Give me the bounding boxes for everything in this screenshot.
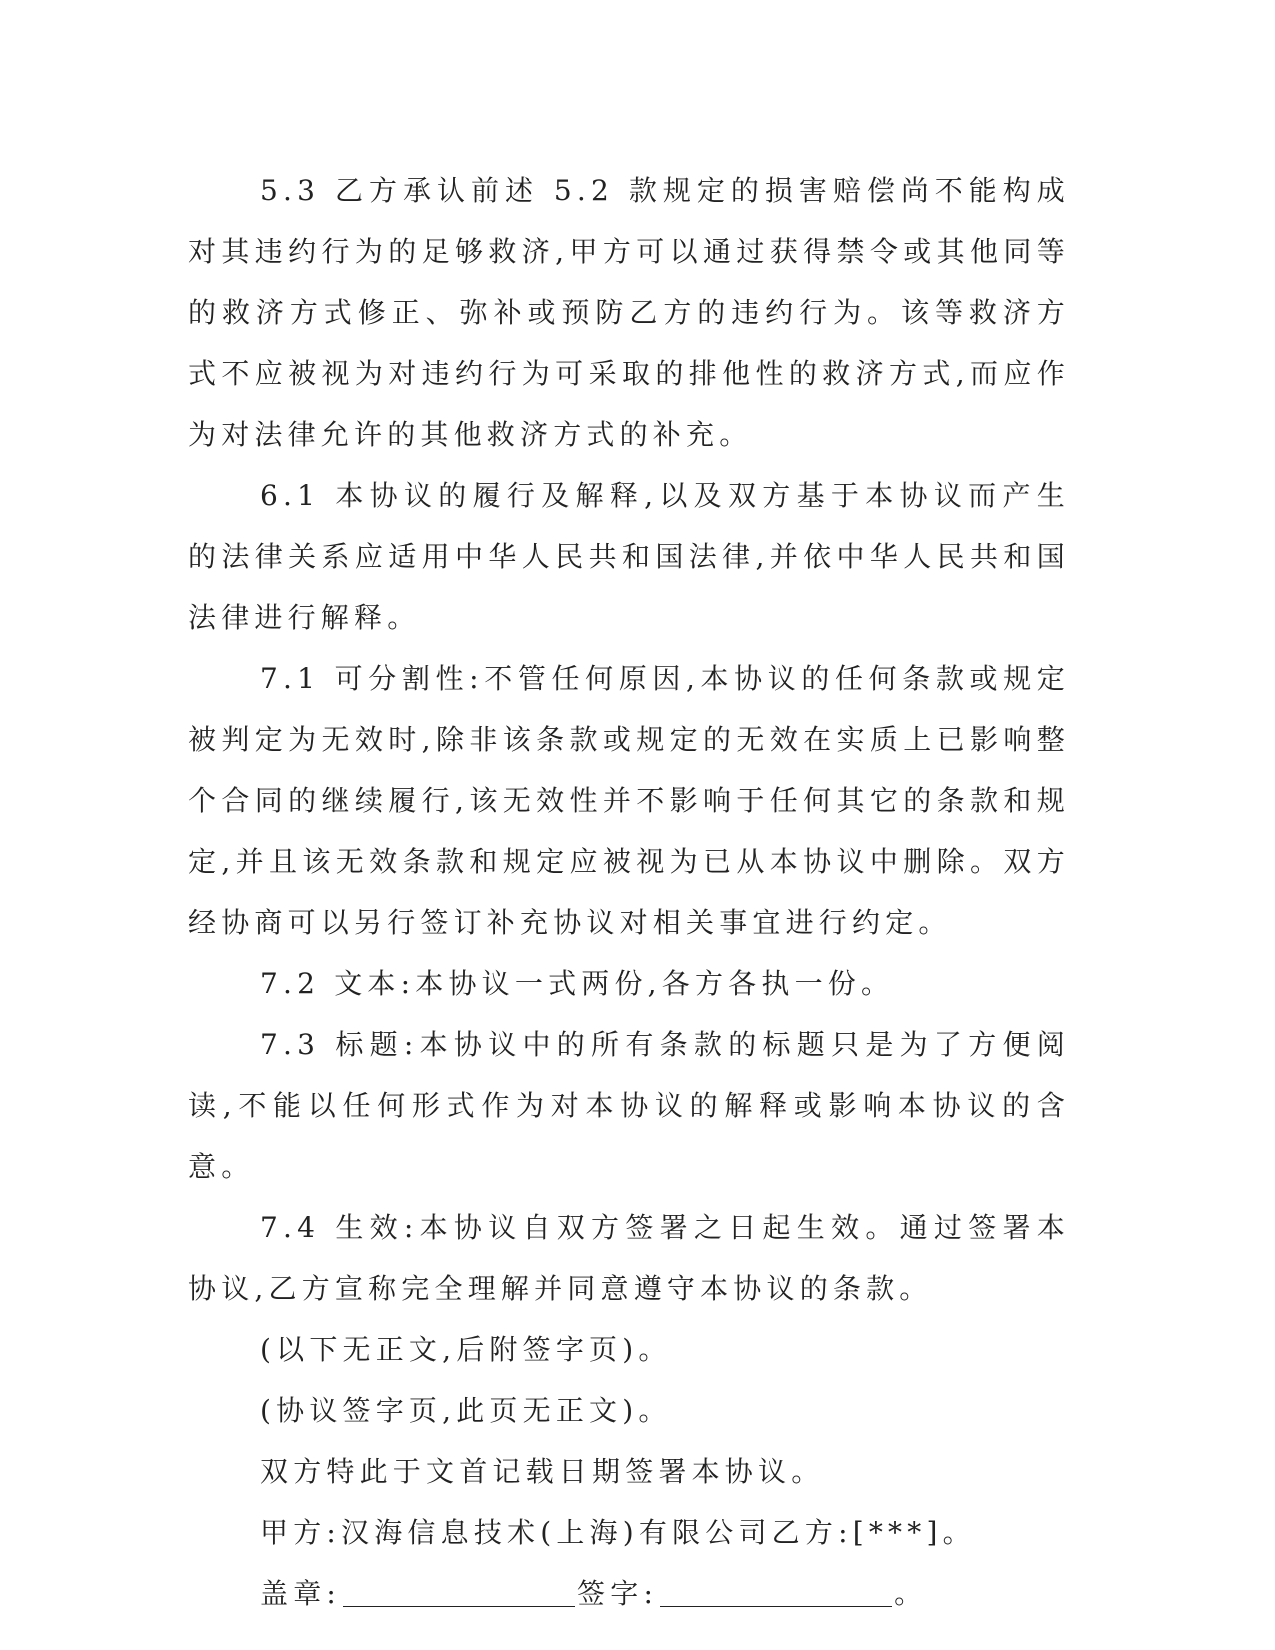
sign-blank xyxy=(660,1576,892,1607)
clause-7-4: 7.4 生效:本协议自双方签署之日起生效。通过签署本协议,乙方宣称完全理解并同意遵守本协议的条款。 xyxy=(188,1211,1070,1305)
clause-6-1: 6.1 本协议的履行及解释,以及双方基于本协议而产生的法律关系应适用中华人民共和国法律,并依中华人民共和国法律进行解释。 xyxy=(188,479,1070,634)
signature-line xyxy=(188,1563,1070,1624)
clause-7-3: 7.3 标题:本协议中的所有条款的标题只是为了方便阅读,不能以任何形式作为对本协议的解释或影响本协议的含意。 xyxy=(188,1028,1070,1183)
note-signature-page: (协议签字页,此页无正文)。 xyxy=(260,1394,672,1427)
signing-statement: 双方特此于文首记载日期签署本协议。 xyxy=(260,1455,825,1488)
clause-7-1: 7.1 可分割性:不管任何原因,本协议的任何条款或规定被判定为无效时,除非该条款或规定的无效在实质上已影响整个合同的继续履行,该无效性并不影响于任何其它的条款和规定,并且该无效条款和规定应被视为已从本协议中删除。双方经协商可以另行签订补充协议对相关事宜进行约定。 xyxy=(188,662,1070,939)
clause-7-2: 7.2 文本:本协议一式两份,各方各执一份。 xyxy=(260,967,895,1000)
seal-blank xyxy=(343,1576,575,1607)
sign-label: 签字: xyxy=(577,1577,659,1610)
seal-label: 盖章: xyxy=(260,1577,342,1610)
parties-line: 甲方:汉海信息技术(上海)有限公司乙方:[***]。 xyxy=(260,1516,976,1549)
end-mark: 。 xyxy=(894,1577,928,1610)
note-no-text: (以下无正文,后附签字页)。 xyxy=(260,1333,672,1366)
document-page xyxy=(188,160,1070,1624)
clause-5-3: 5.3 乙方承认前述 5.2 款规定的损害赔偿尚不能构成对其违约行为的足够救济,甲方可以通过获得禁令或其他同等的救济方式修正、弥补或预防乙方的违约行为。该等救济方式不应被视为对违约行为可采取的排他性的救济方式,而应作为对法律允许的其他救济方式的补充。 xyxy=(188,174,1070,451)
